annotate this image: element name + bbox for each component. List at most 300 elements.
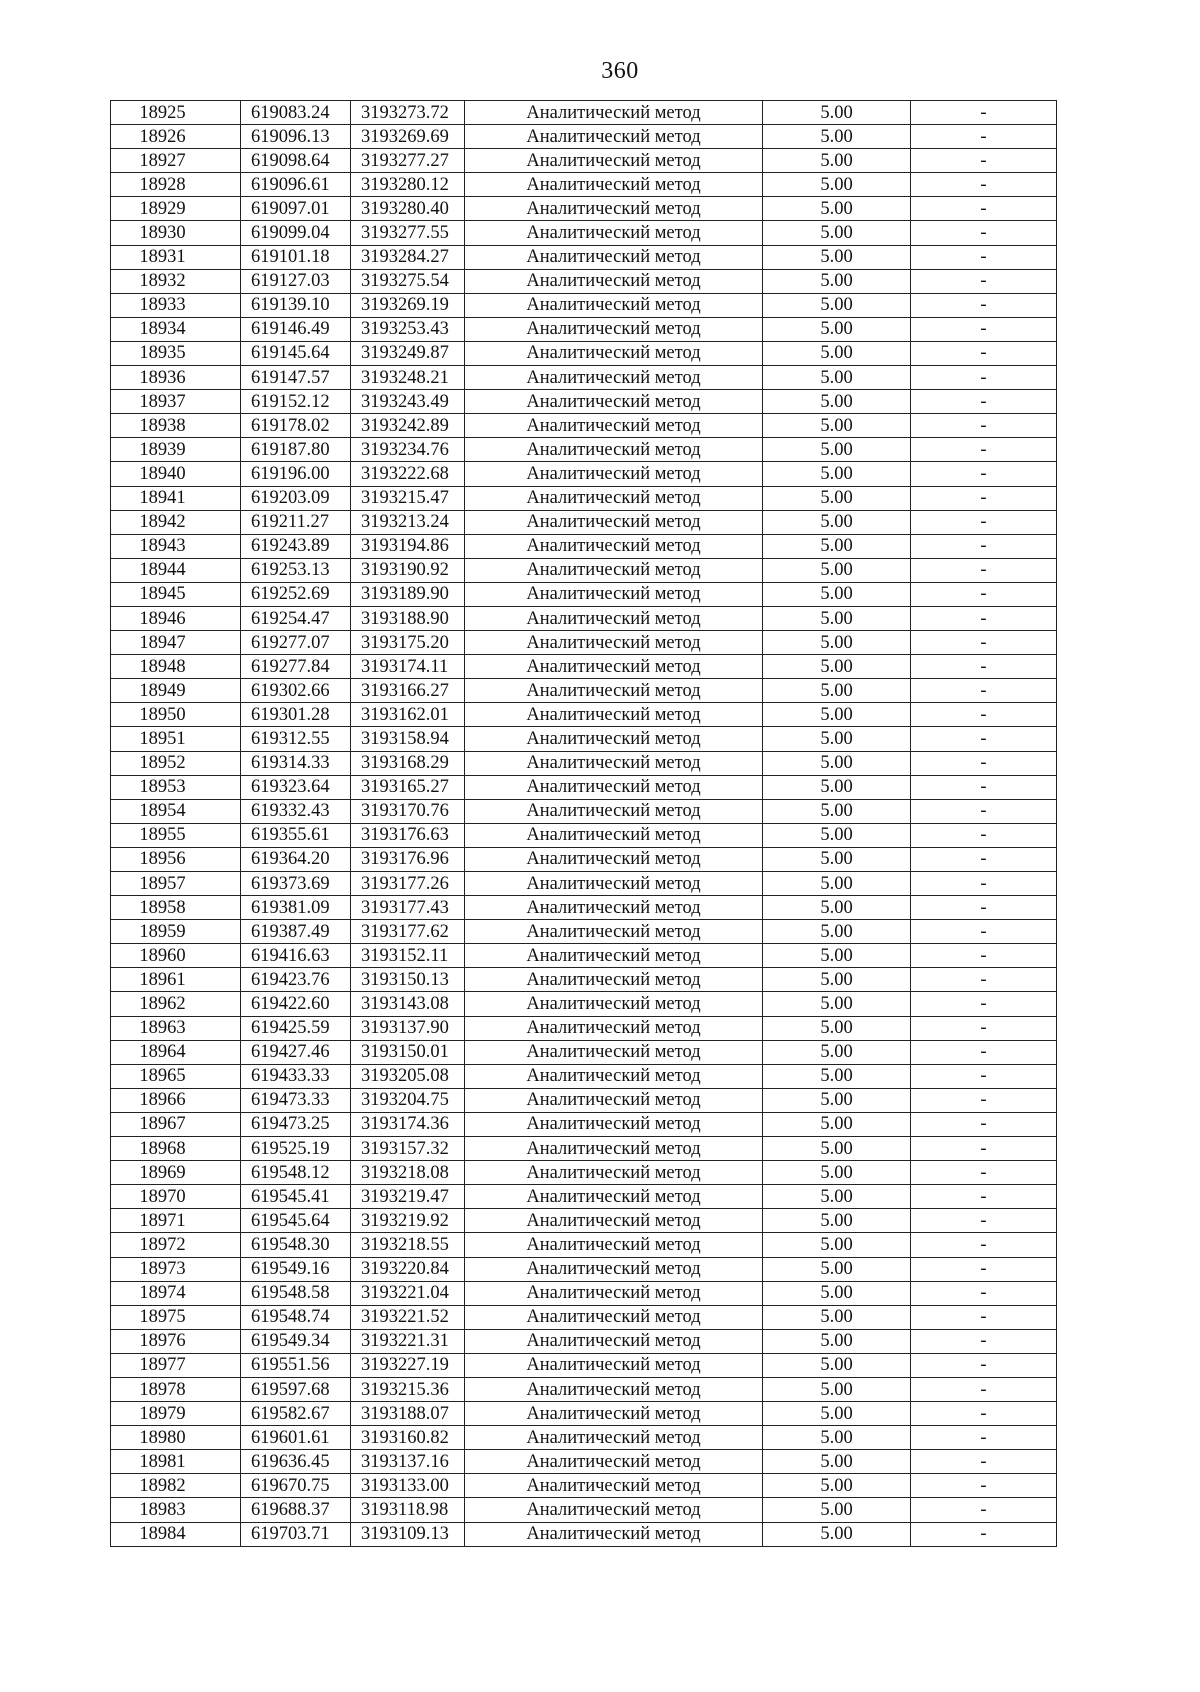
table-row	[111, 558, 1057, 582]
precision-cell: 5.00	[763, 149, 911, 173]
point-number-cell: 18938	[111, 414, 241, 438]
coordinates-table-body	[111, 101, 1057, 1547]
y-coordinate-cell: 3193175.20	[351, 631, 465, 655]
note-cell: -	[911, 293, 1057, 317]
y-coordinate-cell: 3193133.00	[351, 1474, 465, 1498]
x-coordinate-cell: 619548.12	[241, 1161, 351, 1185]
point-number-cell: 18943	[111, 534, 241, 558]
table-row	[111, 727, 1057, 751]
method-cell: Аналитический метод	[465, 1281, 763, 1305]
point-number-cell: 18971	[111, 1209, 241, 1233]
note-cell: -	[911, 1233, 1057, 1257]
note-cell: -	[911, 414, 1057, 438]
point-number-cell: 18969	[111, 1161, 241, 1185]
x-coordinate-cell: 619098.64	[241, 149, 351, 173]
precision-cell: 5.00	[763, 1474, 911, 1498]
y-coordinate-cell: 3193176.96	[351, 847, 465, 871]
y-coordinate-cell: 3193165.27	[351, 775, 465, 799]
method-cell: Аналитический метод	[465, 1161, 763, 1185]
y-coordinate-cell: 3193194.86	[351, 534, 465, 558]
table-row	[111, 197, 1057, 221]
method-cell: Аналитический метод	[465, 606, 763, 630]
note-cell: -	[911, 606, 1057, 630]
precision-cell: 5.00	[763, 486, 911, 510]
table-row	[111, 1064, 1057, 1088]
method-cell: Аналитический метод	[465, 462, 763, 486]
precision-cell: 5.00	[763, 1016, 911, 1040]
method-cell: Аналитический метод	[465, 1305, 763, 1329]
point-number-cell: 18974	[111, 1281, 241, 1305]
x-coordinate-cell: 619355.61	[241, 823, 351, 847]
y-coordinate-cell: 3193152.11	[351, 944, 465, 968]
x-coordinate-cell: 619101.18	[241, 245, 351, 269]
method-cell: Аналитический метод	[465, 944, 763, 968]
point-number-cell: 18948	[111, 655, 241, 679]
point-number-cell: 18939	[111, 438, 241, 462]
table-row	[111, 631, 1057, 655]
table-row	[111, 390, 1057, 414]
y-coordinate-cell: 3193269.19	[351, 293, 465, 317]
point-number-cell: 18960	[111, 944, 241, 968]
y-coordinate-cell: 3193218.55	[351, 1233, 465, 1257]
table-row	[111, 775, 1057, 799]
note-cell: -	[911, 920, 1057, 944]
method-cell: Аналитический метод	[465, 414, 763, 438]
y-coordinate-cell: 3193249.87	[351, 341, 465, 365]
y-coordinate-cell: 3193243.49	[351, 390, 465, 414]
x-coordinate-cell: 619473.25	[241, 1112, 351, 1136]
table-row	[111, 944, 1057, 968]
method-cell: Аналитический метод	[465, 823, 763, 847]
table-row	[111, 1040, 1057, 1064]
y-coordinate-cell: 3193176.63	[351, 823, 465, 847]
y-coordinate-cell: 3193143.08	[351, 992, 465, 1016]
point-number-cell: 18964	[111, 1040, 241, 1064]
table-row	[111, 438, 1057, 462]
precision-cell: 5.00	[763, 1209, 911, 1233]
method-cell: Аналитический метод	[465, 775, 763, 799]
table-row	[111, 799, 1057, 823]
method-cell: Аналитический метод	[465, 872, 763, 896]
point-number-cell: 18955	[111, 823, 241, 847]
x-coordinate-cell: 619703.71	[241, 1522, 351, 1546]
point-number-cell: 18972	[111, 1233, 241, 1257]
y-coordinate-cell: 3193177.26	[351, 872, 465, 896]
point-number-cell: 18975	[111, 1305, 241, 1329]
x-coordinate-cell: 619373.69	[241, 872, 351, 896]
x-coordinate-cell: 619277.07	[241, 631, 351, 655]
precision-cell: 5.00	[763, 438, 911, 462]
x-coordinate-cell: 619548.30	[241, 1233, 351, 1257]
y-coordinate-cell: 3193221.04	[351, 1281, 465, 1305]
method-cell: Аналитический метод	[465, 1209, 763, 1233]
x-coordinate-cell: 619083.24	[241, 101, 351, 125]
y-coordinate-cell: 3193150.13	[351, 968, 465, 992]
point-number-cell: 18941	[111, 486, 241, 510]
y-coordinate-cell: 3193157.32	[351, 1137, 465, 1161]
note-cell: -	[911, 1112, 1057, 1136]
y-coordinate-cell: 3193213.24	[351, 510, 465, 534]
method-cell: Аналитический метод	[465, 1498, 763, 1522]
note-cell: -	[911, 799, 1057, 823]
note-cell: -	[911, 823, 1057, 847]
precision-cell: 5.00	[763, 872, 911, 896]
note-cell: -	[911, 438, 1057, 462]
x-coordinate-cell: 619312.55	[241, 727, 351, 751]
method-cell: Аналитический метод	[465, 992, 763, 1016]
x-coordinate-cell: 619314.33	[241, 751, 351, 775]
method-cell: Аналитический метод	[465, 703, 763, 727]
method-cell: Аналитический метод	[465, 1185, 763, 1209]
point-number-cell: 18942	[111, 510, 241, 534]
precision-cell: 5.00	[763, 1161, 911, 1185]
method-cell: Аналитический метод	[465, 1257, 763, 1281]
table-row	[111, 149, 1057, 173]
precision-cell: 5.00	[763, 727, 911, 751]
precision-cell: 5.00	[763, 197, 911, 221]
precision-cell: 5.00	[763, 101, 911, 125]
note-cell: -	[911, 1281, 1057, 1305]
y-coordinate-cell: 3193277.55	[351, 221, 465, 245]
point-number-cell: 18980	[111, 1426, 241, 1450]
point-number-cell: 18978	[111, 1377, 241, 1401]
x-coordinate-cell: 619545.41	[241, 1185, 351, 1209]
y-coordinate-cell: 3193166.27	[351, 679, 465, 703]
x-coordinate-cell: 619178.02	[241, 414, 351, 438]
method-cell: Аналитический метод	[465, 125, 763, 149]
y-coordinate-cell: 3193190.92	[351, 558, 465, 582]
x-coordinate-cell: 619099.04	[241, 221, 351, 245]
table-row	[111, 992, 1057, 1016]
table-row	[111, 606, 1057, 630]
x-coordinate-cell: 619243.89	[241, 534, 351, 558]
note-cell: -	[911, 125, 1057, 149]
y-coordinate-cell: 3193220.84	[351, 1257, 465, 1281]
table-row	[111, 1522, 1057, 1546]
precision-cell: 5.00	[763, 1088, 911, 1112]
x-coordinate-cell: 619473.33	[241, 1088, 351, 1112]
y-coordinate-cell: 3193219.47	[351, 1185, 465, 1209]
x-coordinate-cell: 619147.57	[241, 366, 351, 390]
note-cell: -	[911, 679, 1057, 703]
y-coordinate-cell: 3193168.29	[351, 751, 465, 775]
y-coordinate-cell: 3193188.07	[351, 1402, 465, 1426]
point-number-cell: 18926	[111, 125, 241, 149]
point-number-cell: 18950	[111, 703, 241, 727]
x-coordinate-cell: 619146.49	[241, 317, 351, 341]
precision-cell: 5.00	[763, 293, 911, 317]
note-cell: -	[911, 1305, 1057, 1329]
note-cell: -	[911, 510, 1057, 534]
method-cell: Аналитический метод	[465, 245, 763, 269]
method-cell: Аналитический метод	[465, 1112, 763, 1136]
table-row	[111, 1377, 1057, 1401]
method-cell: Аналитический метод	[465, 1522, 763, 1546]
y-coordinate-cell: 3193158.94	[351, 727, 465, 751]
note-cell: -	[911, 1474, 1057, 1498]
table-row	[111, 655, 1057, 679]
precision-cell: 5.00	[763, 823, 911, 847]
note-cell: -	[911, 775, 1057, 799]
method-cell: Аналитический метод	[465, 317, 763, 341]
note-cell: -	[911, 944, 1057, 968]
table-row	[111, 1233, 1057, 1257]
x-coordinate-cell: 619548.74	[241, 1305, 351, 1329]
point-number-cell: 18977	[111, 1353, 241, 1377]
point-number-cell: 18934	[111, 317, 241, 341]
x-coordinate-cell: 619096.61	[241, 173, 351, 197]
table-row	[111, 366, 1057, 390]
y-coordinate-cell: 3193109.13	[351, 1522, 465, 1546]
point-number-cell: 18973	[111, 1257, 241, 1281]
method-cell: Аналитический метод	[465, 1353, 763, 1377]
table-row	[111, 847, 1057, 871]
note-cell: -	[911, 390, 1057, 414]
x-coordinate-cell: 619423.76	[241, 968, 351, 992]
y-coordinate-cell: 3193253.43	[351, 317, 465, 341]
point-number-cell: 18962	[111, 992, 241, 1016]
note-cell: -	[911, 486, 1057, 510]
note-cell: -	[911, 896, 1057, 920]
point-number-cell: 18929	[111, 197, 241, 221]
y-coordinate-cell: 3193205.08	[351, 1064, 465, 1088]
note-cell: -	[911, 631, 1057, 655]
y-coordinate-cell: 3193284.27	[351, 245, 465, 269]
precision-cell: 5.00	[763, 173, 911, 197]
x-coordinate-cell: 619548.58	[241, 1281, 351, 1305]
table-row	[111, 1161, 1057, 1185]
precision-cell: 5.00	[763, 558, 911, 582]
method-cell: Аналитический метод	[465, 269, 763, 293]
y-coordinate-cell: 3193219.92	[351, 1209, 465, 1233]
x-coordinate-cell: 619545.64	[241, 1209, 351, 1233]
table-row	[111, 1450, 1057, 1474]
note-cell: -	[911, 1161, 1057, 1185]
page-number: 360	[601, 58, 639, 84]
x-coordinate-cell: 619381.09	[241, 896, 351, 920]
table-row	[111, 101, 1057, 125]
table-row	[111, 872, 1057, 896]
method-cell: Аналитический метод	[465, 1402, 763, 1426]
point-number-cell: 18956	[111, 847, 241, 871]
precision-cell: 5.00	[763, 1040, 911, 1064]
note-cell: -	[911, 245, 1057, 269]
note-cell: -	[911, 101, 1057, 125]
table-row	[111, 1498, 1057, 1522]
table-row	[111, 582, 1057, 606]
table-row	[111, 1016, 1057, 1040]
table-row	[111, 1329, 1057, 1353]
x-coordinate-cell: 619597.68	[241, 1377, 351, 1401]
method-cell: Аналитический метод	[465, 679, 763, 703]
table-row	[111, 1305, 1057, 1329]
x-coordinate-cell: 619332.43	[241, 799, 351, 823]
precision-cell: 5.00	[763, 799, 911, 823]
precision-cell: 5.00	[763, 1137, 911, 1161]
method-cell: Аналитический метод	[465, 1474, 763, 1498]
table-row	[111, 703, 1057, 727]
precision-cell: 5.00	[763, 751, 911, 775]
y-coordinate-cell: 3193280.40	[351, 197, 465, 221]
method-cell: Аналитический метод	[465, 534, 763, 558]
note-cell: -	[911, 968, 1057, 992]
y-coordinate-cell: 3193118.98	[351, 1498, 465, 1522]
y-coordinate-cell: 3193174.36	[351, 1112, 465, 1136]
table-row	[111, 341, 1057, 365]
table-row	[111, 1426, 1057, 1450]
x-coordinate-cell: 619636.45	[241, 1450, 351, 1474]
note-cell: -	[911, 655, 1057, 679]
note-cell: -	[911, 1088, 1057, 1112]
point-number-cell: 18937	[111, 390, 241, 414]
precision-cell: 5.00	[763, 1450, 911, 1474]
precision-cell: 5.00	[763, 390, 911, 414]
method-cell: Аналитический метод	[465, 1450, 763, 1474]
table-row	[111, 462, 1057, 486]
precision-cell: 5.00	[763, 510, 911, 534]
y-coordinate-cell: 3193137.90	[351, 1016, 465, 1040]
precision-cell: 5.00	[763, 655, 911, 679]
x-coordinate-cell: 619253.13	[241, 558, 351, 582]
coordinates-table	[110, 100, 1057, 1547]
method-cell: Аналитический метод	[465, 727, 763, 751]
point-number-cell: 18947	[111, 631, 241, 655]
note-cell: -	[911, 872, 1057, 896]
x-coordinate-cell: 619096.13	[241, 125, 351, 149]
method-cell: Аналитический метод	[465, 173, 763, 197]
x-coordinate-cell: 619582.67	[241, 1402, 351, 1426]
x-coordinate-cell: 619187.80	[241, 438, 351, 462]
y-coordinate-cell: 3193177.62	[351, 920, 465, 944]
method-cell: Аналитический метод	[465, 510, 763, 534]
y-coordinate-cell: 3193204.75	[351, 1088, 465, 1112]
x-coordinate-cell: 619422.60	[241, 992, 351, 1016]
table-row	[111, 1353, 1057, 1377]
table-row	[111, 1137, 1057, 1161]
note-cell: -	[911, 703, 1057, 727]
x-coordinate-cell: 619688.37	[241, 1498, 351, 1522]
table-row	[111, 1088, 1057, 1112]
x-coordinate-cell: 619097.01	[241, 197, 351, 221]
note-cell: -	[911, 1498, 1057, 1522]
method-cell: Аналитический метод	[465, 101, 763, 125]
table-row	[111, 125, 1057, 149]
table-row	[111, 510, 1057, 534]
note-cell: -	[911, 1064, 1057, 1088]
y-coordinate-cell: 3193273.72	[351, 101, 465, 125]
point-number-cell: 18967	[111, 1112, 241, 1136]
precision-cell: 5.00	[763, 1377, 911, 1401]
x-coordinate-cell: 619416.63	[241, 944, 351, 968]
note-cell: -	[911, 992, 1057, 1016]
precision-cell: 5.00	[763, 1329, 911, 1353]
method-cell: Аналитический метод	[465, 655, 763, 679]
x-coordinate-cell: 619364.20	[241, 847, 351, 871]
precision-cell: 5.00	[763, 606, 911, 630]
precision-cell: 5.00	[763, 414, 911, 438]
method-cell: Аналитический метод	[465, 1137, 763, 1161]
x-coordinate-cell: 619302.66	[241, 679, 351, 703]
table-row	[111, 317, 1057, 341]
precision-cell: 5.00	[763, 125, 911, 149]
table-row	[111, 679, 1057, 703]
x-coordinate-cell: 619549.34	[241, 1329, 351, 1353]
note-cell: -	[911, 558, 1057, 582]
method-cell: Аналитический метод	[465, 631, 763, 655]
method-cell: Аналитический метод	[465, 486, 763, 510]
point-number-cell: 18983	[111, 1498, 241, 1522]
point-number-cell: 18940	[111, 462, 241, 486]
table-row	[111, 1257, 1057, 1281]
point-number-cell: 18954	[111, 799, 241, 823]
point-number-cell: 18979	[111, 1402, 241, 1426]
note-cell: -	[911, 1426, 1057, 1450]
method-cell: Аналитический метод	[465, 1377, 763, 1401]
table-row	[111, 896, 1057, 920]
note-cell: -	[911, 149, 1057, 173]
point-number-cell: 18946	[111, 606, 241, 630]
x-coordinate-cell: 619139.10	[241, 293, 351, 317]
method-cell: Аналитический метод	[465, 896, 763, 920]
method-cell: Аналитический метод	[465, 390, 763, 414]
table-row	[111, 245, 1057, 269]
precision-cell: 5.00	[763, 317, 911, 341]
y-coordinate-cell: 3193177.43	[351, 896, 465, 920]
table-row	[111, 968, 1057, 992]
precision-cell: 5.00	[763, 1112, 911, 1136]
method-cell: Аналитический метод	[465, 968, 763, 992]
y-coordinate-cell: 3193160.82	[351, 1426, 465, 1450]
method-cell: Аналитический метод	[465, 1016, 763, 1040]
precision-cell: 5.00	[763, 847, 911, 871]
y-coordinate-cell: 3193215.36	[351, 1377, 465, 1401]
note-cell: -	[911, 1450, 1057, 1474]
note-cell: -	[911, 462, 1057, 486]
table-row	[111, 486, 1057, 510]
precision-cell: 5.00	[763, 920, 911, 944]
point-number-cell: 18951	[111, 727, 241, 751]
y-coordinate-cell: 3193280.12	[351, 173, 465, 197]
point-number-cell: 18944	[111, 558, 241, 582]
method-cell: Аналитический метод	[465, 293, 763, 317]
x-coordinate-cell: 619196.00	[241, 462, 351, 486]
method-cell: Аналитический метод	[465, 149, 763, 173]
y-coordinate-cell: 3193222.68	[351, 462, 465, 486]
precision-cell: 5.00	[763, 1426, 911, 1450]
x-coordinate-cell: 619387.49	[241, 920, 351, 944]
point-number-cell: 18925	[111, 101, 241, 125]
precision-cell: 5.00	[763, 341, 911, 365]
y-coordinate-cell: 3193275.54	[351, 269, 465, 293]
note-cell: -	[911, 1402, 1057, 1426]
precision-cell: 5.00	[763, 896, 911, 920]
precision-cell: 5.00	[763, 366, 911, 390]
table-row	[111, 221, 1057, 245]
precision-cell: 5.00	[763, 1305, 911, 1329]
y-coordinate-cell: 3193221.31	[351, 1329, 465, 1353]
point-number-cell: 18981	[111, 1450, 241, 1474]
y-coordinate-cell: 3193248.21	[351, 366, 465, 390]
x-coordinate-cell: 619427.46	[241, 1040, 351, 1064]
table-row	[111, 1209, 1057, 1233]
point-number-cell: 18965	[111, 1064, 241, 1088]
x-coordinate-cell: 619301.28	[241, 703, 351, 727]
point-number-cell: 18957	[111, 872, 241, 896]
table-row	[111, 751, 1057, 775]
table-row	[111, 1185, 1057, 1209]
method-cell: Аналитический метод	[465, 847, 763, 871]
precision-cell: 5.00	[763, 992, 911, 1016]
